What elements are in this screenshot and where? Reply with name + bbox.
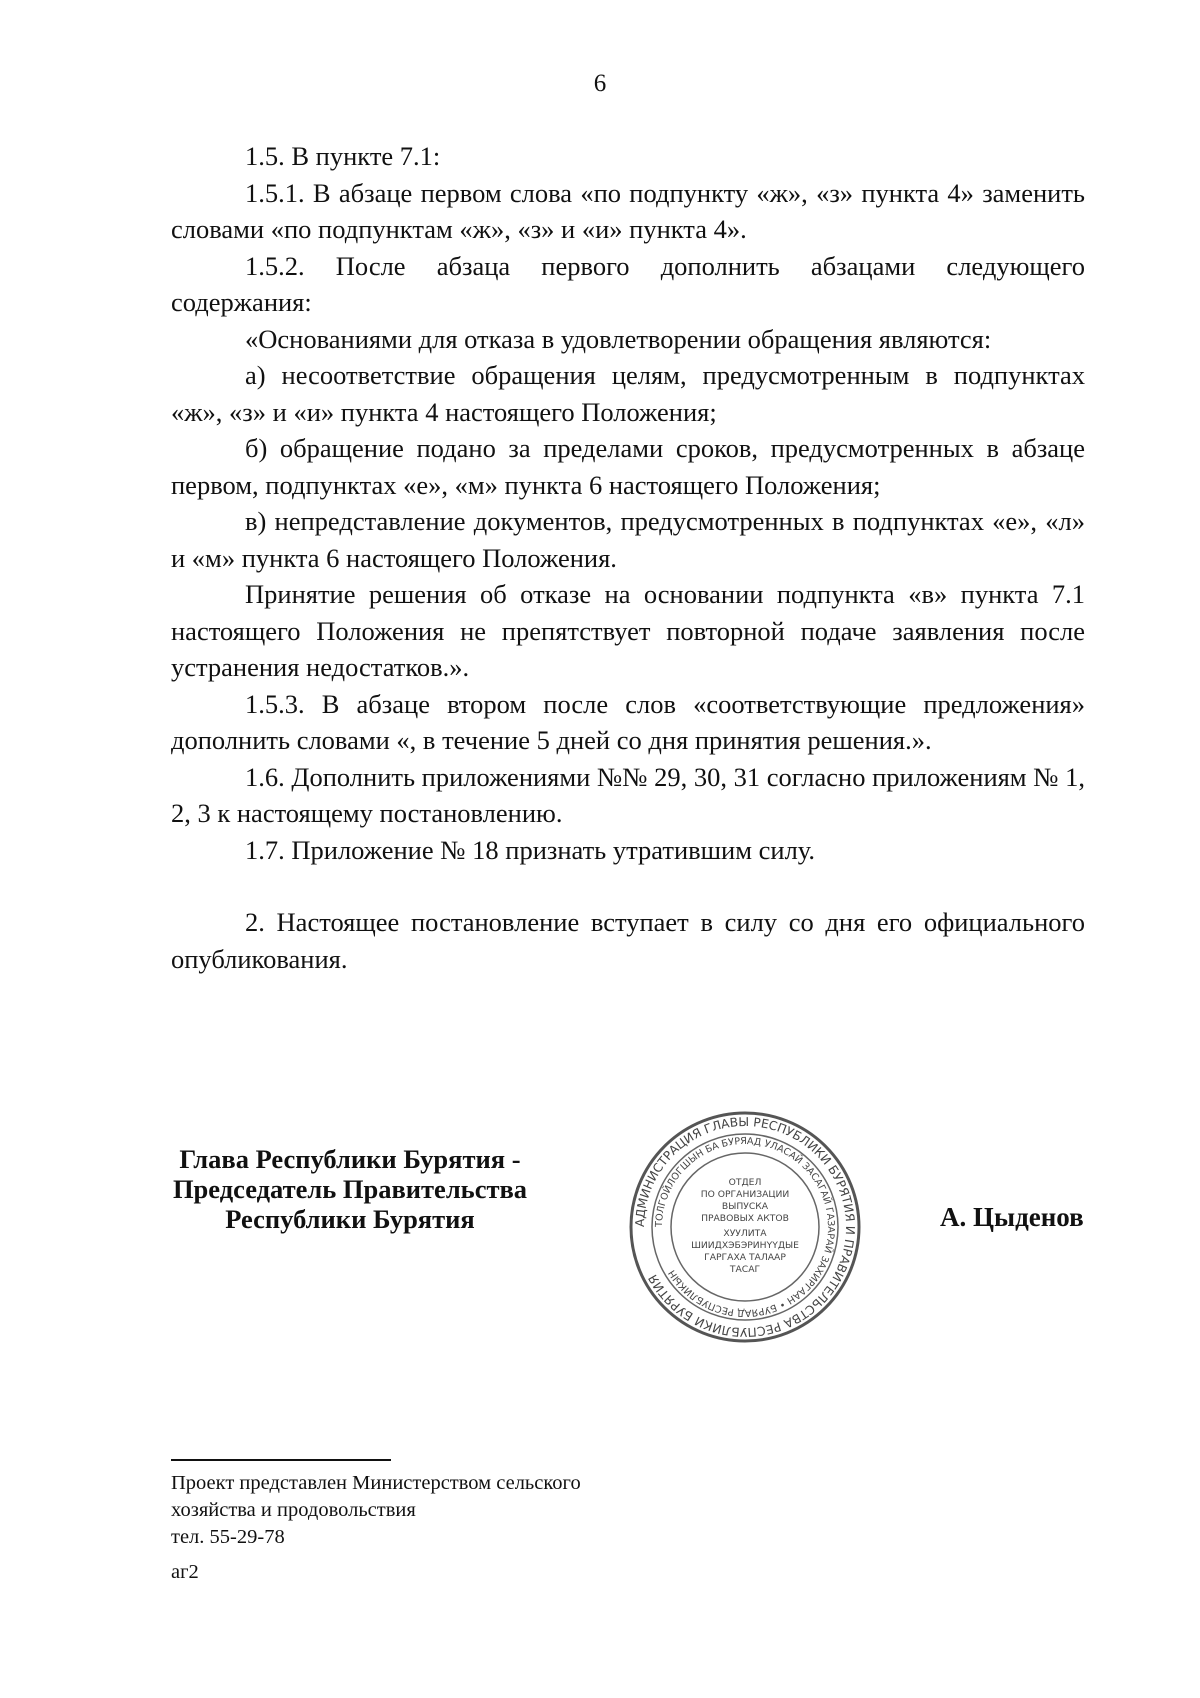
seal-center-text (691, 1177, 799, 1275)
svg-text:ТАСАГ: ТАСАГ (729, 1264, 761, 1275)
paragraph-1-5-3: 1.5.3. В абзаце втором после слов «соответствующие предложения» дополнить словами «, в течение 5 дней со дня принятия решения.». (171, 688, 1085, 755)
signatory-title-line: Председатель Правительства (172, 1174, 528, 1204)
signatory-title-line: Глава Республики Бурятия - (179, 1144, 521, 1174)
footnote-line: Проект представлен Министерством сельского (171, 1472, 581, 1494)
footnote-line: тел. 55-29-78 (171, 1526, 285, 1548)
document-code: аг2 (171, 1561, 199, 1583)
seal-inner-text: ТОЛГОЙЛОГШЫН БА БУРЯАД УЛАСАЙ ЗАСАГАЙ ГАЗАРАЙ ЗАХИРГААН • БУРЯАД РЕСПУБЛИКЫН (653, 1135, 837, 1319)
paragraph-ground-v: в) непредставление документов, предусмотренных в подпунктах «е», «л» и «м» пункта 6 настоящего Положения. (171, 506, 1085, 573)
official-seal (626, 1108, 864, 1346)
paragraph-2: 2. Настоящее постановление вступает в силу со дня его официального опубликования. (171, 907, 1085, 974)
svg-text:ШИИДХЭБЭРИНҮҮДЫЕ: ШИИДХЭБЭРИНҮҮДЫЕ (691, 1240, 799, 1251)
seal-outer-text: АДМИНИСТРАЦИЯ ГЛАВЫ РЕСПУБЛИКИ БУРЯТИЯ И ПРАВИТЕЛЬСТВА РЕСПУБЛИКИ БУРЯТИЯ (632, 1114, 858, 1340)
document-body (171, 138, 1085, 977)
footnote-divider (171, 1459, 391, 1461)
footnote-line: хозяйства и продовольствия (171, 1499, 416, 1521)
paragraph-ground-b: б) обращение подано за пределами сроков, предусмотренных в абзаце первом, подпунктах «е», «м» пункта 6 настоящего Положения; (171, 433, 1085, 500)
svg-text:ХУУЛИТА: ХУУЛИТА (723, 1228, 767, 1239)
paragraph-refusal-decision: Принятие решения об отказе на основании подпункта «в» пункта 7.1 настоящего Положения не препятствует повторной подаче заявления после устранения недостатков.». (171, 579, 1085, 682)
paragraph-1-5-2: 1.5.2. После абзаца первого дополнить абзацами следующего содержания: (171, 250, 1085, 317)
seal-outer-border (631, 1113, 859, 1341)
signatory-name: А. Цыденов (940, 1202, 1084, 1232)
seal-inner-border (671, 1153, 819, 1301)
svg-text:ПО ОРГАНИЗАЦИИ: ПО ОРГАНИЗАЦИИ (700, 1189, 790, 1200)
paragraph-grounds-intro: «Основаниями для отказа в удовлетворении обращения являются: (245, 323, 992, 354)
svg-text:ВЫПУСКА: ВЫПУСКА (721, 1201, 769, 1212)
seal-middle-border (652, 1134, 838, 1320)
signatory-title-line: Республики Бурятия (225, 1204, 475, 1234)
paragraph-1-6: 1.6. Дополнить приложениями №№ 29, 30, 31 согласно приложениям № 1, 2, 3 к настоящему постановлению. (171, 761, 1085, 828)
signatory-title (150, 1144, 550, 1234)
paragraph-ground-a: а) несоответствие обращения целям, предусмотренным в подпунктах «ж», «з» и «и» пункта 4 настоящего Положения; (171, 360, 1085, 427)
svg-text:ГАРГАХА ТАЛААР: ГАРГАХА ТАЛААР (704, 1252, 786, 1263)
paragraph-1-5-1: 1.5.1. В абзаце первом слова «по подпункту «ж», «з» пункта 4» заменить словами «по подпунктам «ж», «з» и «и» пункта 4». (171, 177, 1085, 244)
svg-text:ПРАВОВЫХ АКТОВ: ПРАВОВЫХ АКТОВ (701, 1213, 789, 1224)
page-number: 6 (593, 70, 607, 97)
svg-text:ОТДЕЛ: ОТДЕЛ (728, 1177, 762, 1188)
footnote (171, 1470, 581, 1551)
paragraph-1-7: 1.7. Приложение № 18 признать утратившим силу. (245, 834, 816, 865)
paragraph-1-5: 1.5. В пункте 7.1: (245, 141, 441, 171)
